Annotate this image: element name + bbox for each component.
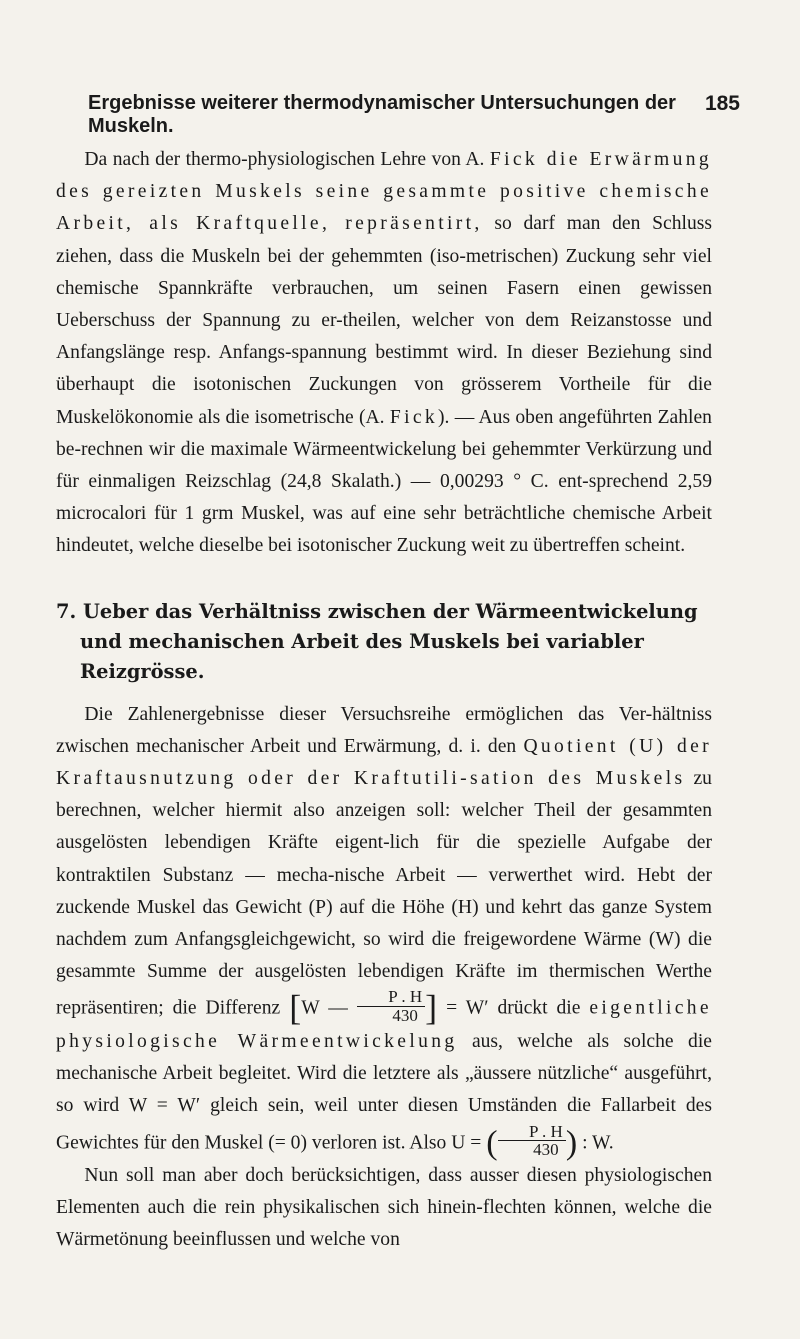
- text-run: Die Zahlenergebnisse dieser Versuchsreihe ermöglichen das Ver-hältniss zwischen mechanischer Arbeit und Erwärmung, d. i. den: [56, 703, 712, 757]
- text-run: drückt die: [497, 998, 581, 1020]
- formula-equals: = W′: [446, 998, 489, 1020]
- text-run: Da nach der thermo-physiologischen Lehre von A.: [84, 149, 485, 170]
- spaced-emphasis: Fick: [389, 406, 439, 428]
- fraction-denominator: 430: [357, 1006, 425, 1025]
- section-heading: 7. Ueber das Verhältniss zwischen der Wärmeentwickelung und mechanischen Arbeit des Muskels bei variabler Reizgrösse.: [56, 599, 698, 683]
- spaced-emphasis: Fick die Erwärmung des gereizten Muskels seine gesammte positive chemische Arbeit, als Kraftquelle, repräsentirt,: [56, 149, 712, 235]
- formula-tail: : W.: [582, 1132, 614, 1154]
- text-run: zu berechnen, welcher hiermit also anzeigen soll: welcher Theil der gesammten ausgelösten lebendigen Kräfte eigent-lich für die spezielle Aufgabe der kontraktilen Substanz — mecha-nische Arbeit — verwerthet wird. Hebt der zuckende Muskel das Gewicht (P) auf die Höhe (H) und kehrt das ganze System nachdem zum Anfangsgleichgewicht, so wird die freigewordene Wärme (W) die gesammte Summe der ausgelösten lebendigen Kräfte im thermischen Werthe repräsentiren; die Differenz: [56, 768, 712, 1020]
- text-run: ). — Aus oben angeführten Zahlen be-rechnen wir die maximale Wärmeentwickelung bei gehemmter Verkürzung und für einmaligen Reizschlag (24,8 Skalath.) — 0,00293 ° C. ent-sprechend 2,59 microcalori für 1 grm Muskel, was auf eine sehr beträchtliche chemische Arbeit hindeutet, welche dieselbe bei isotonischer Zuckung weit zu übertreffen scheint.: [56, 406, 712, 557]
- formula-w: W —: [301, 998, 348, 1020]
- fraction: [357, 988, 425, 1025]
- running-title: Ergebnisse weiterer thermodynamischer Untersuchungen der Muskeln.: [88, 92, 676, 137]
- paragraph-2: [56, 699, 712, 1160]
- left-paren: (: [486, 1124, 498, 1162]
- right-paren: ): [565, 1124, 578, 1162]
- text-run: aus, welche als solche die mechanische Arbeit begleitet. Wird die letztere als „äussere nützliche“ ausgeführt, so wird W = W′ gleich sein, weil unter diesen Umständen die Fallarbeit des Gewichtes für den Muskel (= 0) verloren ist. Also U =: [56, 1030, 712, 1154]
- page-body: [56, 144, 712, 1257]
- running-header: [88, 92, 740, 138]
- fraction: [498, 1123, 566, 1160]
- fraction-numerator: P . H: [528, 1121, 563, 1141]
- left-bracket: [: [289, 987, 302, 1028]
- page-number: 185: [704, 92, 740, 115]
- spaced-emphasis: eigentliche physiologische Wärmeentwickelung: [56, 998, 712, 1052]
- paragraph-1: [56, 144, 712, 563]
- spaced-emphasis: Quotient (U) der Kraftausnutzung oder der Kraftutili-sation des Muskels: [56, 735, 712, 790]
- right-bracket: ]: [425, 987, 438, 1028]
- fraction-denominator: 430: [498, 1140, 566, 1159]
- text-run: so darf man den Schluss ziehen, dass die Muskeln bei der gehemmten (iso-metrischen) Zuckung sehr viel chemische Spannkräfte verbrauchen, um seinen Fasern einen gewissen Ueberschuss der Spannung zu er-theilen, welcher von dem Reizanstosse und Anfangslänge resp. Anfangs-spannung bestimmt wird. In dieser Beziehung sind überhaupt die isotonischen Zuckungen von grösserem Vortheile für die Muskelökonomie als die isometrische (A.: [56, 213, 713, 428]
- paragraph-3: Nun soll man aber doch berücksichtigen, dass ausser diesen physiologischen Elementen auch die rein physikalischen sich hinein-flechten können, welche die Wärmetönung beeinflussen und welche von: [56, 1165, 712, 1251]
- fraction-numerator: P . H: [388, 987, 423, 1007]
